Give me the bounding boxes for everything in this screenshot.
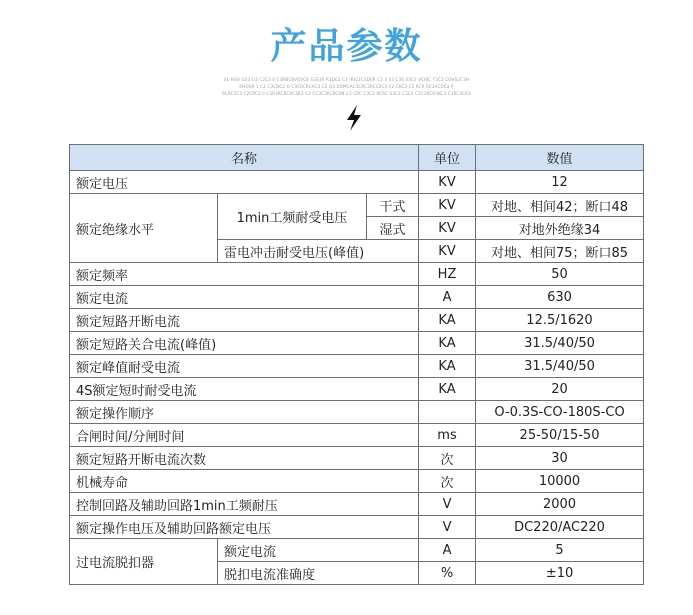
table-row	[70, 194, 644, 217]
table-cell: ±10	[476, 562, 644, 585]
parameter-table	[69, 144, 644, 585]
table-row	[70, 355, 644, 378]
subtitle-line: XL HGV G23,G3 C2C3 0 C3RNCBVOVC8 S3S3R R3DC2 C3 IRIC2C3DVR C3 3 S3 C3S S3C3 VCIRC F3C3 COHS2C3H	[223, 77, 470, 82]
table-cell: 额定操作电压及辅助回路额定电压	[70, 516, 419, 539]
table-cell: 额定电流	[70, 286, 419, 309]
table-cell: 额定操作顺序	[70, 401, 419, 424]
table-row	[70, 447, 644, 470]
table-cell: 干式	[367, 194, 419, 217]
table-cell: KA	[419, 332, 476, 355]
table-cell: KV	[419, 171, 476, 194]
table-row	[70, 539, 644, 562]
table-cell: KV	[419, 194, 476, 217]
table-header-row	[70, 145, 644, 171]
table-cell: 次	[419, 447, 476, 470]
table-cell: 4S额定短时耐受电流	[70, 378, 419, 401]
table-cell: 630	[476, 286, 644, 309]
table-cell: HZ	[419, 263, 476, 286]
table-row	[70, 286, 644, 309]
table-cell: A	[419, 539, 476, 562]
table-cell: KA	[419, 378, 476, 401]
table-cell: 12.5/1620	[476, 309, 644, 332]
table-cell: 25-50/15-50	[476, 424, 644, 447]
table-cell: 次	[419, 470, 476, 493]
table-cell: ms	[419, 424, 476, 447]
table-cell: 额定短路关合电流(峰值)	[70, 332, 419, 355]
subtitle-line: RCRC2C3 C2CPC3 0 C3R3RCRCAC3R3 C3 CC3C3RCRCRN C3 CRC C3C3 RCRC S3C3 C3C3 C2C3RCR3KC3 C3RC3CR3	[222, 91, 471, 96]
table-cell: 20	[476, 378, 644, 401]
table-cell: 10000	[476, 470, 644, 493]
table-cell: 雷电冲击耐受电压(峰值)	[218, 240, 419, 263]
table-cell: 1min工频耐受电压	[218, 194, 367, 240]
subtitle-line: RHOSR 1 C2 C3CNC2 O C3CRCRCAC3 C2 Q3 DOMCAC3CRC3RCC2C3 C2 CKC3 C3 RCR RC3ACOC3 P	[239, 84, 454, 89]
table-cell: 控制回路及辅助回路1min工频耐压	[70, 493, 419, 516]
table-cell: 12	[476, 171, 644, 194]
table-row	[70, 378, 644, 401]
table-cell: 湿式	[367, 217, 419, 240]
table-cell: 额定绝缘水平	[70, 194, 218, 263]
table-row	[70, 516, 644, 539]
table-cell: V	[419, 493, 476, 516]
table-cell: 额定峰值耐受电流	[70, 355, 419, 378]
table-cell: 脱扣电流准确度	[218, 562, 419, 585]
table-cell: 额定电压	[70, 171, 419, 194]
table-cell: 额定短路开断电流次数	[70, 447, 419, 470]
table-cell: KA	[419, 309, 476, 332]
header-unit: 单位	[419, 145, 476, 171]
table-row	[70, 263, 644, 286]
table-row	[70, 470, 644, 493]
lightning-icon	[344, 105, 364, 131]
table-cell: 50	[476, 263, 644, 286]
table-cell: 过电流脱扣器	[70, 539, 218, 585]
header-name: 名称	[70, 145, 419, 171]
table-cell: 5	[476, 539, 644, 562]
table-cell: 额定频率	[70, 263, 419, 286]
table-cell: 额定短路开断电流	[70, 309, 419, 332]
table-row	[70, 424, 644, 447]
table-cell: 31.5/40/50	[476, 355, 644, 378]
table-row	[70, 332, 644, 355]
table-cell: 2000	[476, 493, 644, 516]
table-cell: DC220/AC220	[476, 516, 644, 539]
table-cell: 额定电流	[218, 539, 419, 562]
table-cell: A	[419, 286, 476, 309]
table-cell: 机械寿命	[70, 470, 419, 493]
table-row	[70, 171, 644, 194]
table-cell: V	[419, 516, 476, 539]
table-row	[70, 401, 644, 424]
table-cell: 合闸时间/分闸时间	[70, 424, 419, 447]
table-cell: KA	[419, 355, 476, 378]
table-cell: O-0.3S-CO-180S-CO	[476, 401, 644, 424]
table-cell: KV	[419, 217, 476, 240]
table-cell: 对地、相间75；断口85	[476, 240, 644, 263]
table-row	[70, 309, 644, 332]
page-title: 产品参数	[270, 26, 423, 67]
table-cell: 30	[476, 447, 644, 470]
table-cell: 对地、相间42；断口48	[476, 194, 644, 217]
table-cell: 对地外绝缘34	[476, 217, 644, 240]
table-cell: %	[419, 562, 476, 585]
table-cell	[419, 401, 476, 424]
table-cell: 31.5/40/50	[476, 332, 644, 355]
table-cell: KV	[419, 240, 476, 263]
table-row	[70, 493, 644, 516]
header-value: 数值	[476, 145, 644, 171]
